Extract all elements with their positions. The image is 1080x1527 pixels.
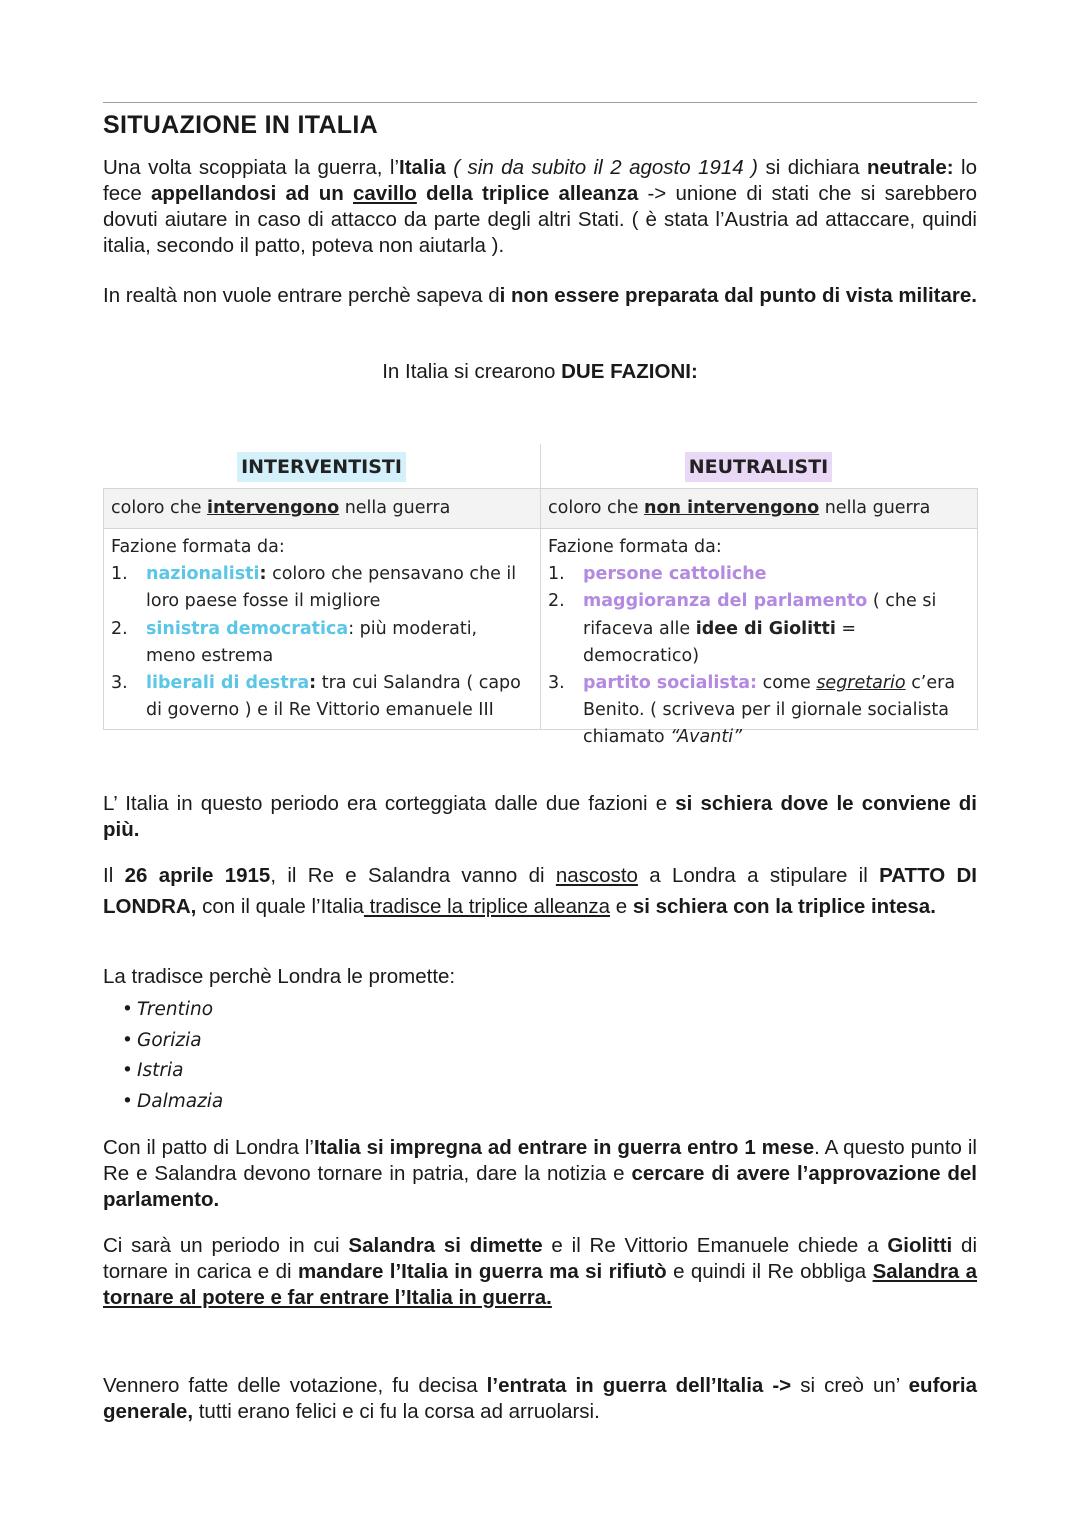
list-item: • Dalmazia bbox=[122, 1087, 223, 1118]
formed-label: Fazione formata da: bbox=[111, 537, 285, 557]
paragraph-salandra: Ci sarà un periodo in cui Salandra si dimette e il Re Vittorio Emanuele chiede a Giolitti di tornare in carica e di mandare l’Italia in guerra ma si rifiutò e quindi il Re obbliga Salandra a tornare al potere e far entrare l’Italia in guerra. bbox=[103, 1234, 978, 1309]
column-divider bbox=[540, 444, 541, 730]
paragraph-pact-of-london: Il 26 aprile 1915, il Re e Salandra vanno di nascosto a Londra a stipulare il PATTO DI LONDRA, con il quale l’Italia tradisce la triplice alleanza e si schiera con la triplice intesa. bbox=[103, 864, 977, 918]
promises-list bbox=[122, 995, 223, 1117]
interventisti-header: INTERVENTISTI bbox=[103, 444, 540, 488]
list-item: • Trentino bbox=[122, 995, 223, 1026]
factions-table bbox=[103, 444, 977, 748]
list-item: 3. liberali di destra: tra cui Salandra ( capo di governo ) e il Re Vittorio emanuele III bbox=[111, 673, 521, 721]
interventisti-composition bbox=[111, 534, 532, 724]
factions-intro: In Italia si crearono DUE FAZIONI: bbox=[382, 360, 698, 383]
paragraph-commitment: Con il patto di Londra l’Italia si impregna ad entrare in guerra entro 1 mese. A questo punto il Re e Salandra devono tornare in patria, dare la notizia e cercare di avere l’approvazione del parlamento. bbox=[103, 1136, 977, 1211]
list-item: • Istria bbox=[122, 1056, 223, 1087]
list-item: 1. persone cattoliche bbox=[548, 564, 767, 585]
list-item: 1. nazionalisti: coloro che pensavano che il loro paese fosse il migliore bbox=[111, 564, 517, 612]
interventisti-definition: coloro che intervengono nella guerra bbox=[111, 498, 451, 518]
neutralisti-header: NEUTRALISTI bbox=[540, 444, 977, 488]
list-item: 2. maggioranza del parlamento ( che si rifaceva alle idee di Giolitti = democratico) bbox=[548, 591, 937, 666]
section-title: SITUAZIONE IN ITALIA bbox=[103, 111, 378, 139]
list-item: 2. sinistra democratica: più moderati, meno estrema bbox=[111, 618, 478, 666]
top-divider bbox=[103, 102, 977, 103]
neutralisti-definition: coloro che non intervengono nella guerra bbox=[548, 498, 931, 518]
paragraph-euphoria: Vennero fatte delle votazione, fu decisa l’entrata in guerra dell’Italia -> si creò un’ euforia generale, tutti erano felici e ci fu la corsa ad arruolarsi. bbox=[103, 1374, 978, 1423]
neutralisti-composition bbox=[548, 534, 972, 752]
paragraph-promises-intro: La tradisce perchè Londra le promette: bbox=[103, 965, 456, 988]
paragraph-courted: L’ Italia in questo periodo era corteggiata dalle due fazioni e si schiera dove le conviene di più. bbox=[103, 792, 977, 841]
paragraph-neutrality: Una volta scoppiata la guerra, l’Italia ( sin da subito il 2 agosto 1914 ) si dichiara neutrale: lo fece appellandosi ad un cavillo della triplice alleanza -> unione di stati che si sarebbero dovuti aiutare in caso di attacco da parte degli altri Stati. ( è stata l’Austria ad attaccare, quindi italia, secondo il patto, poteva non aiutarla ). bbox=[103, 156, 977, 257]
formed-label: Fazione formata da: bbox=[548, 537, 722, 557]
paragraph-not-ready: In realtà non vuole entrare perchè sapeva di non essere preparata dal punto di vista militare. bbox=[103, 284, 977, 307]
list-item: • Gorizia bbox=[122, 1026, 223, 1057]
list-item: 3. partito socialista: come segretario c’era Benito. ( scriveva per il giornale socialista chiamato “Avanti” bbox=[548, 673, 956, 748]
